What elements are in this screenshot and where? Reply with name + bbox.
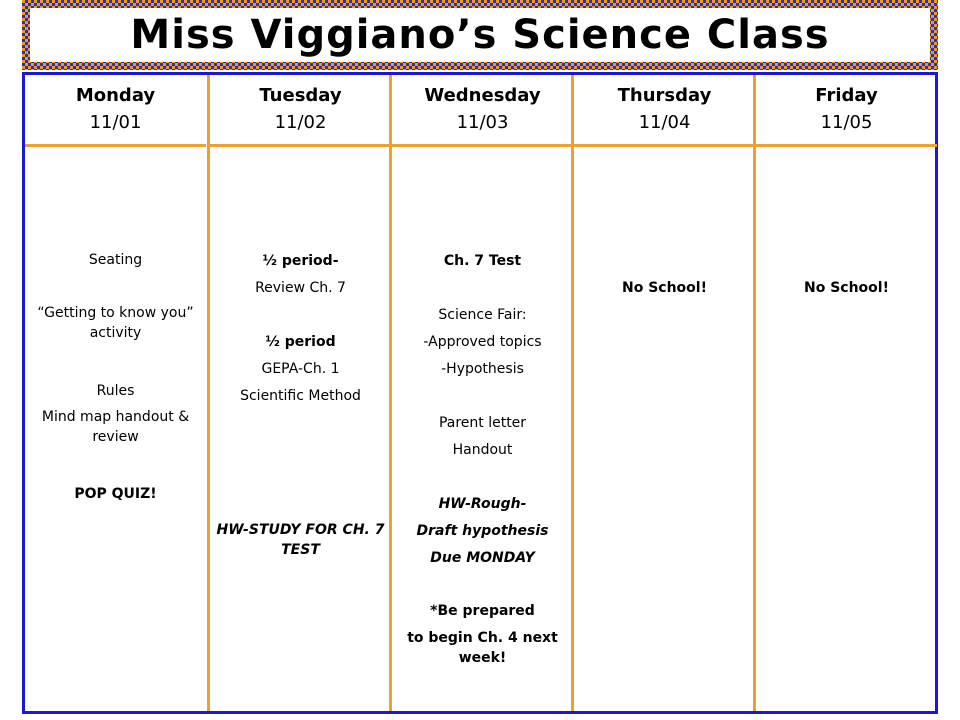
title-banner xyxy=(22,0,938,70)
schedule-item: to begin Ch. 4 next week! xyxy=(407,630,558,666)
title-panel xyxy=(30,8,930,62)
schedule-item: Draft hypothesis xyxy=(416,523,549,539)
schedule-item: -Hypothesis xyxy=(441,361,524,377)
schedule-item: Seating xyxy=(88,252,143,268)
day-column-monday xyxy=(25,75,206,711)
schedule-item: Due MONDAY xyxy=(430,550,535,566)
day-name: Thursday xyxy=(617,85,712,106)
schedule-item: -Approved topics xyxy=(423,334,542,350)
day-column-thursday xyxy=(571,75,755,711)
schedule-item: Parent letter xyxy=(438,415,527,431)
schedule-item: Rules xyxy=(96,383,135,399)
schedule-item: HW-STUDY FOR CH. 7 TEST xyxy=(216,522,385,558)
day-column-friday xyxy=(753,75,937,711)
day-header xyxy=(210,75,391,147)
page-title: Miss Viggiano’s Science Class xyxy=(130,12,830,58)
day-header xyxy=(756,75,937,147)
schedule-item: Handout xyxy=(452,442,513,458)
schedule-item: POP QUIZ! xyxy=(74,486,157,502)
day-header xyxy=(392,75,573,147)
day-name: Wednesday xyxy=(424,85,541,106)
day-date: 11/04 xyxy=(638,112,691,133)
day-name: Friday xyxy=(815,85,878,106)
day-date: 11/03 xyxy=(456,112,509,133)
schedule-item: GEPA-Ch. 1 xyxy=(261,361,340,377)
day-column-tuesday xyxy=(207,75,391,711)
day-name: Monday xyxy=(75,85,156,106)
day-date: 11/01 xyxy=(89,112,142,133)
day-date: 11/05 xyxy=(820,112,873,133)
schedule-item: Review Ch. 7 xyxy=(255,280,346,296)
weekly-schedule-table xyxy=(22,72,938,714)
schedule-item: Ch. 7 Test xyxy=(443,253,522,269)
schedule-item: No School! xyxy=(804,280,889,296)
day-header xyxy=(25,75,206,147)
day-column-wednesday xyxy=(389,75,573,711)
schedule-item: *Be prepared xyxy=(430,603,535,619)
schedule-item: “Getting to know you” activity xyxy=(37,305,194,341)
day-date: 11/02 xyxy=(274,112,327,133)
schedule-item: HW-Rough- xyxy=(438,496,527,512)
schedule-item: Mind map handout & review xyxy=(41,409,190,445)
schedule-item: ½ period xyxy=(265,334,336,350)
schedule-item: Science Fair: xyxy=(438,307,527,323)
day-name: Tuesday xyxy=(259,85,342,106)
schedule-item: No School! xyxy=(622,280,707,296)
day-header xyxy=(574,75,755,147)
schedule-item: ½ period- xyxy=(262,253,339,269)
schedule-item: Scientific Method xyxy=(240,388,361,404)
